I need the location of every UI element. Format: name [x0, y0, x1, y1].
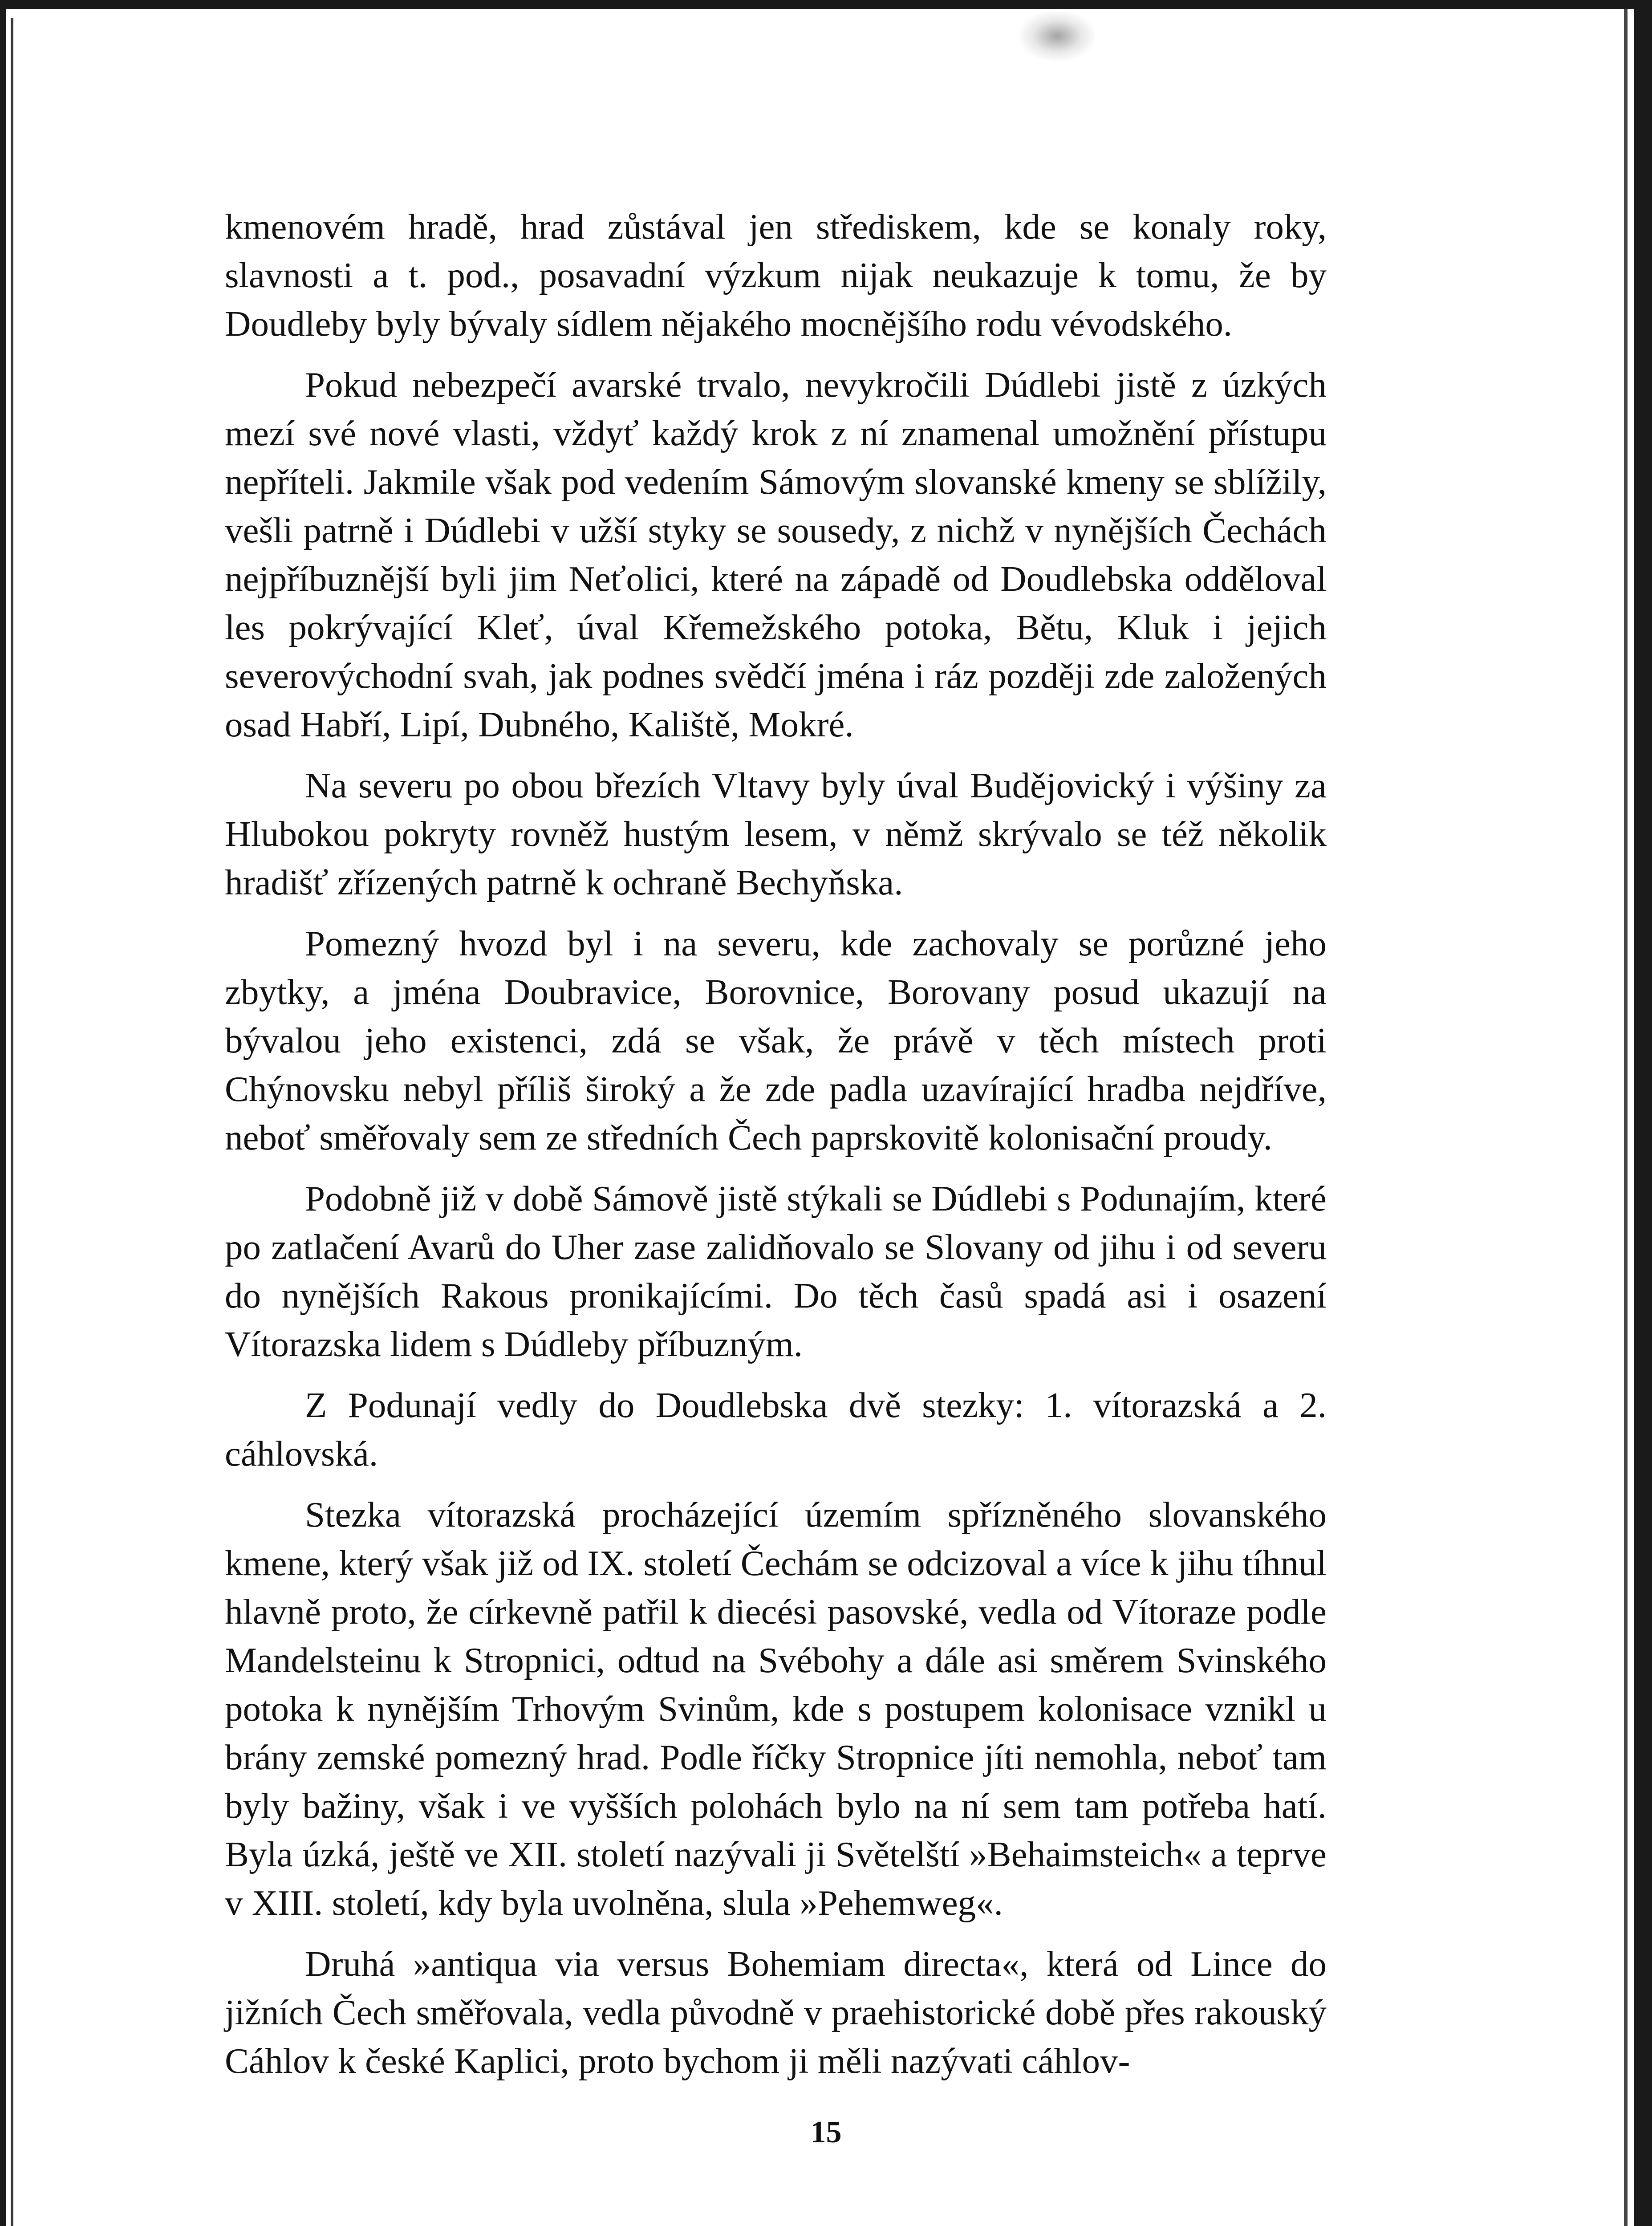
scan-edge-right-inner	[1624, 9, 1628, 2226]
body-text	[225, 203, 1327, 2098]
scan-edge-left-inner	[11, 18, 13, 2226]
paragraph-4: Pomezný hvozd byl i na severu, kde zachovaly se porůzné jeho zbytky, a jména Doubravice, Borovnice, Borovany posud ukazují na bývalou jeho existenci, zdá se však, že právě v těch místech proti Chýnovsku nebyl příliš široký a že zde padla uzavírající hradba nejdříve, neboť směřovaly sem ze středních Čech paprskovitě kolonisační proudy.	[225, 923, 1327, 1158]
page-number: 15	[810, 2115, 842, 2149]
paragraph-6: Z Podunají vedly do Doudlebska dvě stezky: 1. vítorazská a 2. cáhlovská.	[225, 1385, 1327, 1474]
scan-edge-right	[1634, 0, 1652, 2226]
scan-edge-left	[0, 0, 6, 2226]
paragraph-3: Na severu po obou březích Vltavy byly úval Budějovický i výšiny za Hlubokou pokryty rovněž hustým lesem, v němž skrývalo se též několik hradišť zřízených patrně k ochraně Bechyňska.	[225, 765, 1327, 902]
paragraph-1: kmenovém hradě, hrad zůstával jen střediskem, kde se konaly roky, slavnosti a t. pod., posavadní výzkum nijak neukazuje k tomu, že by Doudleby byly bývaly sídlem nějakého mocnějšího rodu vévodského.	[225, 207, 1327, 344]
paragraph-5: Podobně již v době Sámově jistě stýkali se Dúdlebi s Podunajím, které po zatlačení Avarů do Uher zase zalidňovalo se Slovany od jihu i od severu do nynějších Rakous pronikajícími. Do těch časů spadá asi i osazení Vítorazska lidem s Dúdleby příbuzným.	[225, 1178, 1327, 1364]
scan-smudge	[1019, 12, 1095, 61]
paragraph-8: Druhá »antiqua via versus Bohemiam directa«, která od Lince do jižních Čech směřovala, vedla původně v praehistorické době přes rakouský Cáhlov k české Kaplici, proto bychom ji měli nazývati cáhlov-	[225, 1944, 1327, 2081]
scan-edge-top	[0, 0, 1652, 9]
paragraph-7: Stezka vítorazská procházející územím spřízněného slovanského kmene, který však již od IX. století Čechám se odcizoval a více k jihu tíhnul hlavně proto, že církevně patřil k diecési pasovské, vedla od Vítoraze podle Mandelsteinu k Stropnici, odtud na Svébohy a dále asi směrem Svinského potoka k nynějším Trhovým Svinům, kde s postupem kolonisace vznikl u brány zemské pomezný hrad. Podle říčky Stropnice jíti nemohla, neboť tam byly bažiny, však i ve vyšších polohách bylo na ní sem tam potřeba hatí. Byla úzká, ještě ve XII. století nazývali ji Světelští »Behaimsteich« a teprve v XIII. století, kdy byla uvolněna, slula »Pehemweg«.	[225, 1495, 1327, 1923]
paragraph-2: Pokud nebezpečí avarské trvalo, nevykročili Dúdlebi jistě z úzkých mezí své nové vlasti, vždyť každý krok z ní znamenal umožnění přístupu nepříteli. Jakmile však pod vedením Sámovým slovanské kmeny se sblížily, vešli patrně i Dúdlebi v užší styky se sousedy, z nichž v nynějších Čechách nejpříbuznější byli jim Neťolici, které na západě od Doudlebska odděloval les pokrývající Kleť, úval Křemežského potoka, Bětu, Kluk i jejich severovýchodní svah, jak podnes svědčí jména i ráz později zde založených osad Habří, Lipí, Dubného, Kaliště, Mokré.	[225, 365, 1327, 744]
